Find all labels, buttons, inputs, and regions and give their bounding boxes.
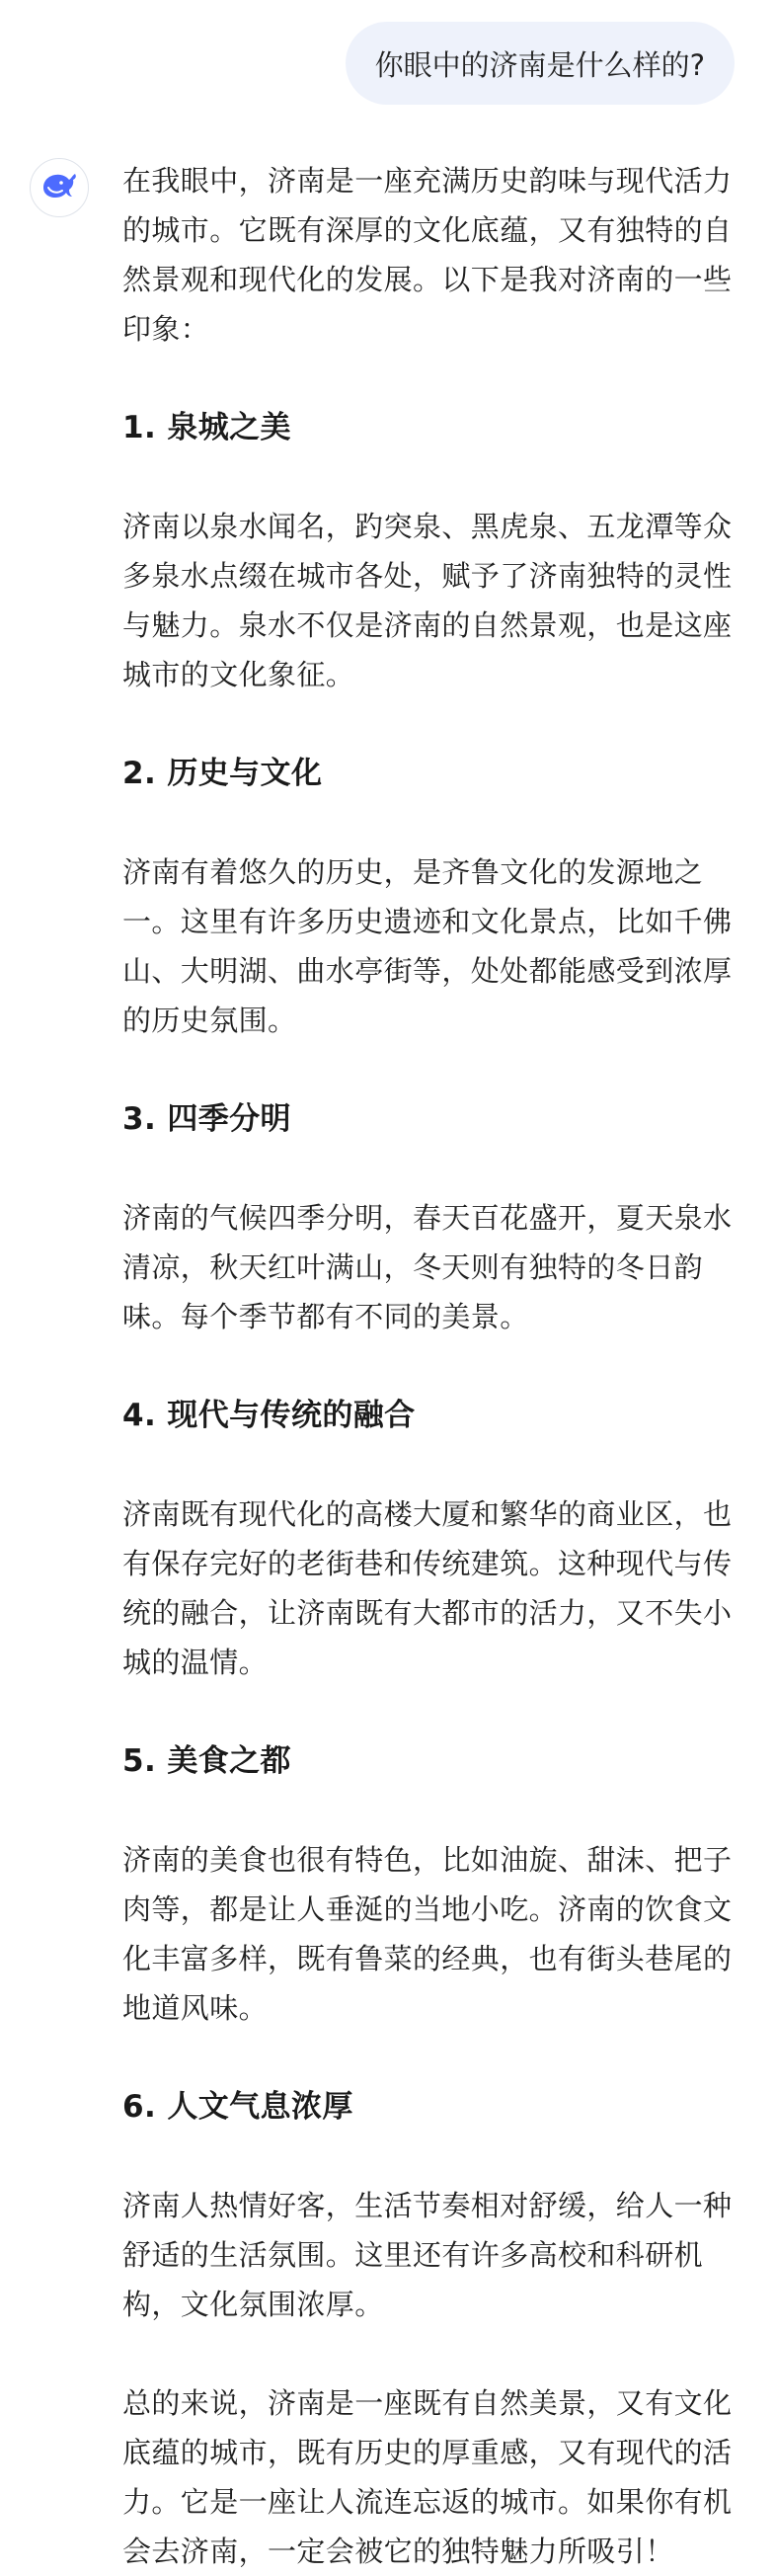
section-title: 6. 人文气息浓厚 — [122, 2089, 353, 2125]
section-body: 济南以泉水闻名，趵突泉、黑虎泉、五龙潭等众多泉水点缀在城市各处，赋予了济南独特的灵性与魅力。泉水不仅是济南的自然景观，也是这座城市的文化象征。 — [122, 510, 733, 691]
section-body: 济南有着悠久的历史，是齐鲁文化的发源地之一。这里有许多历史遗迹和文化景点，比如千佛山、大明湖、曲水亭街等，处处都能感受到浓厚的历史氛围。 — [122, 855, 733, 1037]
assistant-avatar — [30, 158, 89, 217]
assistant-answer — [122, 156, 748, 2576]
section-body: 济南的气候四季分明，春天百花盛开，夏天泉水清凉，秋天红叶满山，冬天则有独特的冬日韵味。每个季节都有不同的美景。 — [122, 1201, 733, 1333]
whale-logo-icon — [39, 170, 79, 205]
section-body: 济南既有现代化的高楼大厦和繁华的商业区，也有保存完好的老街巷和传统建筑。这种现代与传统的融合，让济南既有大都市的活力，又不失小城的温情。 — [122, 1497, 733, 1679]
section-title: 3. 四季分明 — [122, 1101, 291, 1137]
section-title: 5. 美食之都 — [122, 1743, 291, 1779]
user-message-text: 你眼中的济南是什么样的? — [374, 47, 705, 82]
user-message-bubble — [346, 22, 735, 105]
section-body: 济南人热情好客，生活节奏相对舒缓，给人一种舒适的生活氛围。这里还有许多高校和科研机构，文化氛围浓厚。 — [122, 2189, 733, 2321]
section-title: 1. 泉城之美 — [122, 410, 291, 445]
section-body: 济南的美食也很有特色，比如油旋、甜沫、把子肉等，都是让人垂涎的当地小吃。济南的饮食文化丰富多样，既有鲁菜的经典，也有街头巷尾的地道风味。 — [122, 1843, 733, 2025]
answer-intro: 在我眼中，济南是一座充满历史韵味与现代活力的城市。它既有深厚的文化底蕴，又有独特的自然景观和现代化的发展。以下是我对济南的一些印象： — [122, 164, 733, 346]
section-title: 2. 历史与文化 — [122, 756, 323, 791]
section-title: 4. 现代与传统的融合 — [122, 1398, 416, 1433]
answer-conclusion: 总的来说，济南是一座既有自然美景，又有文化底蕴的城市，既有历史的厚重感，又有现代的活力。它是一座让人流连忘返的城市。如果你有机会去济南，一定会被它的独特魅力所吸引！ — [122, 2386, 733, 2568]
